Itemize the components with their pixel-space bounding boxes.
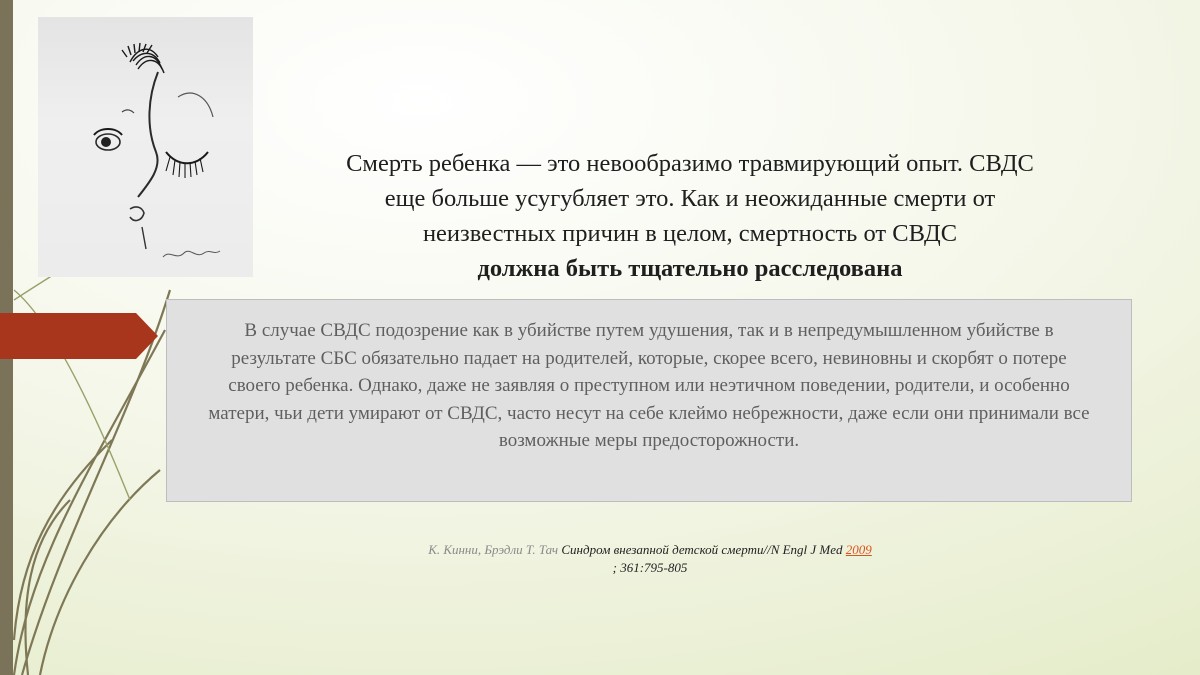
title-line-1: Смерть ребенка — это невообразимо травмирующий опыт. СВДС [346, 150, 1034, 177]
body-paragraph: В случае СВДС подозрение как в убийстве путем удушения, так и в непредумышленном убийстве в результате СБС обязательно падает на родителей, которые, скорее всего, невиновны и скорбят о потере своего ребенка. Однако, даже не заявляя о преступном или неэтичном поведении, родители, и особенно матери, чьи дети умирают от СВДС, часто несут на себе клеймо небрежности, даже если они принимали все возможные меры предосторожности. [208, 320, 1090, 451]
citation [390, 541, 910, 577]
citation-pages: ; 361:795-805 [612, 560, 688, 575]
citation-journal: Синдром внезапной детской смерти//N Engl J Med [561, 542, 846, 557]
citation-year-link[interactable]: 2009 [845, 542, 872, 557]
title-line-3: неизвестных причин в целом, смертность от СВДС [422, 220, 958, 247]
title-bold-line: должна быть тщательно расследована [477, 255, 903, 282]
face-sketch-image [38, 17, 253, 277]
title-line-2: еще больше усугубляет это. Как и неожиданные смерти от [384, 185, 996, 212]
slide-title [265, 146, 1115, 286]
body-text-box [166, 299, 1132, 502]
red-arrow-marker [0, 313, 158, 359]
citation-authors: К. Кинни, Брэдли Т. Тач [428, 542, 562, 557]
